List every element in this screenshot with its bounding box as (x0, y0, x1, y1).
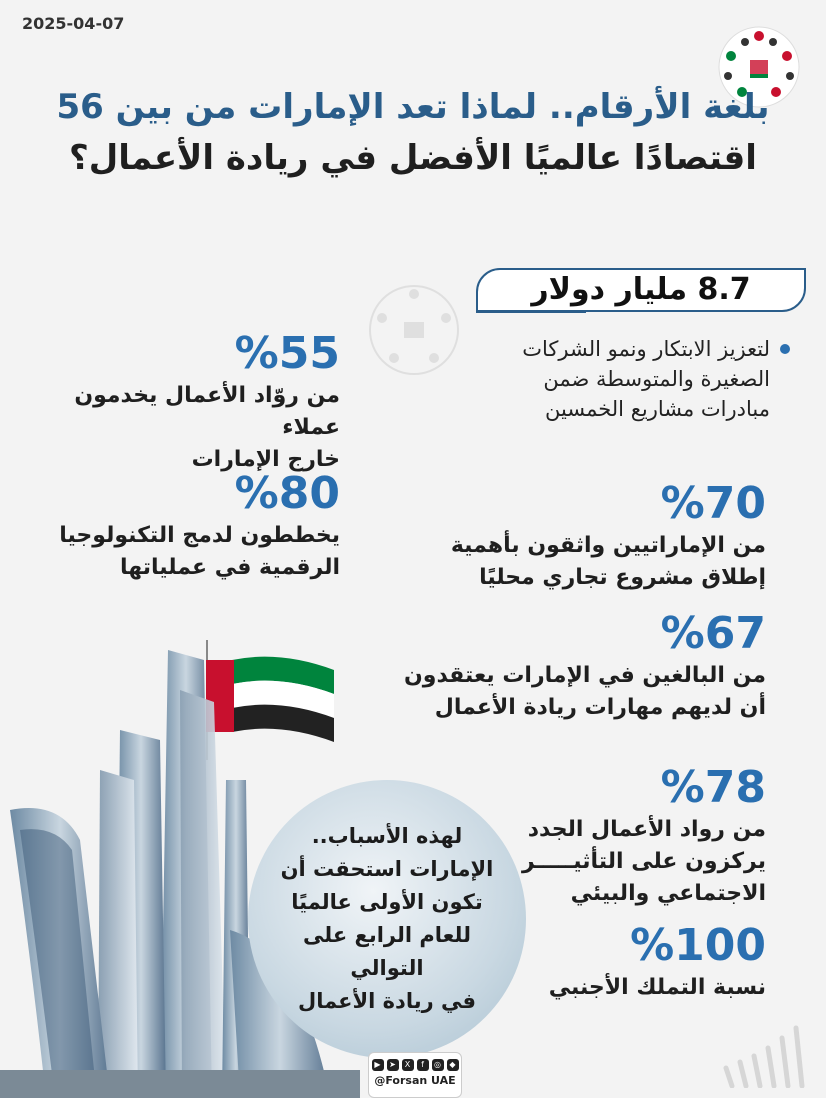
stat-text: من البالغين في الإمارات يعتقدون (404, 663, 766, 688)
stat-text: نسبة التملك الأجنبي (548, 975, 766, 1000)
stat-text: أن لديهم مهارات ريادة الأعمال (434, 695, 766, 720)
stat-value: %100 (630, 920, 766, 971)
date-label: 2025-04-07 (22, 14, 125, 33)
facebook-icon[interactable]: f (417, 1059, 429, 1071)
bullet-line-3: مبادرات مشاريع الخمسين (545, 397, 770, 421)
stat-text: يخططون لدمج التكنولوجيا (59, 523, 340, 548)
social-badge[interactable] (368, 1052, 462, 1098)
bullet-line-1: لتعزيز الابتكار ونمو الشركات (522, 337, 770, 361)
stat-70 (436, 478, 766, 594)
stat-80 (20, 468, 340, 584)
stat-text: الرقمية في عملياتها (120, 555, 340, 580)
stat-value: %78 (660, 762, 766, 813)
circle-line-2: الإمارات استحقت أن (280, 857, 494, 881)
stat-text: يركزون على التأثيـــــر (521, 849, 766, 874)
x-icon[interactable]: X (402, 1059, 414, 1071)
watermark-emblem-icon (366, 282, 462, 378)
budget-banner: 8.7 مليار دولار (476, 268, 806, 312)
decorative-stripes-icon (722, 1018, 812, 1088)
title-line-2: اقتصادًا عالميًا الأفضل في ريادة الأعمال؟ (69, 138, 757, 178)
stat-text: خارج الإمارات (191, 447, 340, 472)
stat-67 (386, 608, 766, 724)
instagram-icon[interactable]: ◎ (432, 1059, 444, 1071)
bullet-line-2: الصغيرة والمتوسطة ضمن (543, 367, 770, 391)
social-handle: @Forsan UAE (374, 1074, 456, 1087)
uae-flag-icon (206, 640, 334, 760)
stat-text: إطلاق مشروع تجاري محليًا (479, 565, 766, 590)
stat-text: من رواد الأعمال الجدد (527, 817, 766, 842)
circle-line-5: في ريادة الأعمال (297, 989, 477, 1013)
circle-line-3: تكون الأولى عالميًا (291, 890, 483, 914)
stat-text: من الإماراتيين واثقون بأهمية (450, 533, 766, 558)
telegram-icon[interactable]: ➤ (387, 1059, 399, 1071)
title-line-1: بلغة الأرقام.. لماذا تعد الإمارات من بين 56 (56, 87, 770, 127)
reasons-circle (248, 780, 526, 1058)
snapchat-icon[interactable]: ◆ (447, 1059, 459, 1071)
stat-value: %80 (234, 468, 340, 519)
stat-text: من روّاد الأعمال يخدمون عملاء (74, 383, 340, 440)
banner-underline (476, 310, 586, 313)
stat-value: %70 (660, 478, 766, 529)
social-icons (369, 1053, 461, 1071)
circle-line-4: للعام الرابع على التوالي (303, 923, 471, 980)
page-title (0, 84, 826, 186)
bullet-block (470, 334, 770, 424)
stat-value: %67 (660, 608, 766, 659)
stat-value: %55 (234, 328, 340, 379)
stat-text: الاجتماعي والبيئي (570, 881, 766, 906)
circle-line-1: لهذه الأسباب.. (311, 824, 463, 848)
stat-55 (20, 328, 340, 476)
youtube-icon[interactable]: ▶ (372, 1059, 384, 1071)
bullet-dot-icon (780, 344, 790, 354)
